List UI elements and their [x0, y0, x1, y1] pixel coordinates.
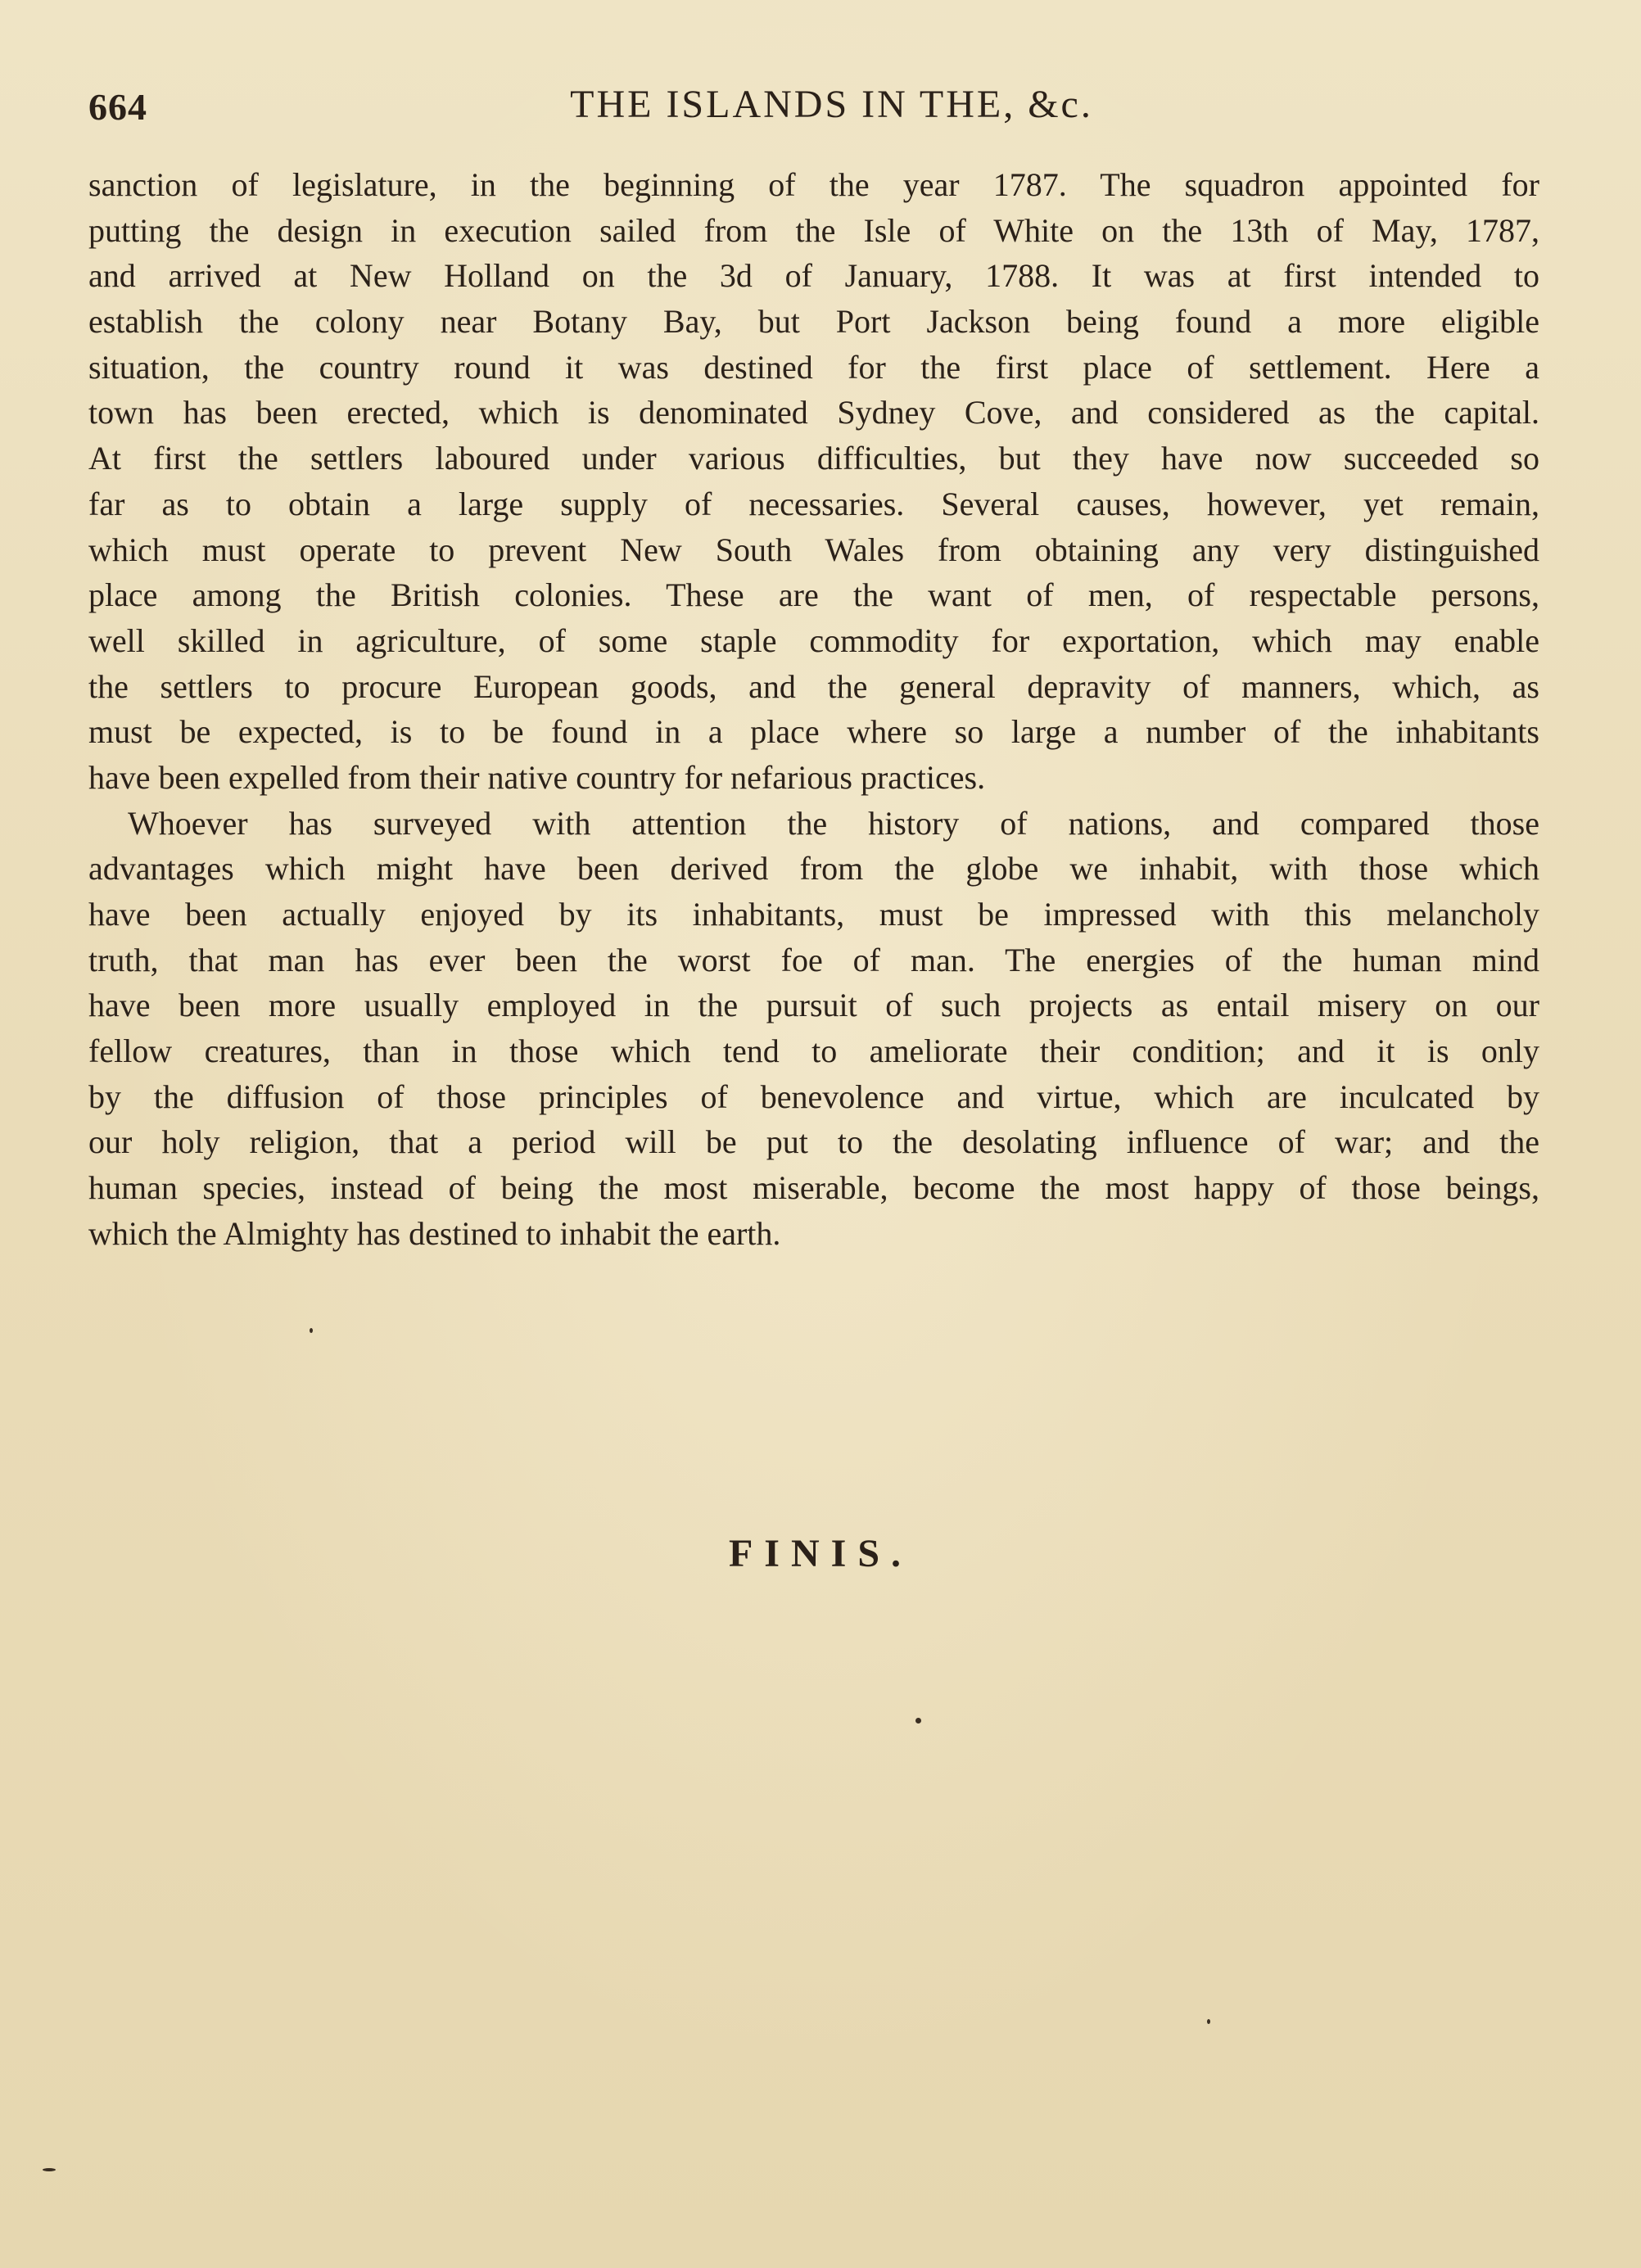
ink-speck — [310, 1328, 313, 1333]
text-line: Whoever has surveyed with attention the history of nations, and compared those — [128, 804, 1539, 842]
text-line: have been expelled from their native country for nefarious practices. — [88, 758, 986, 796]
text-line: have been actually enjoyed by its inhabitants, must be impressed with this melancholy — [88, 896, 1539, 933]
paragraph-1 — [88, 162, 1539, 801]
running-head — [88, 82, 1542, 139]
text-line: the settlers to procure European goods, and the general depravity of manners, which, as — [88, 667, 1539, 705]
text-line: place among the British colonies. These are the want of men, of respectable persons, — [88, 576, 1539, 614]
text-line: truth, that man has ever been the worst foe of man. The energies of the human mind — [88, 941, 1539, 978]
body-text — [88, 162, 1539, 1257]
text-line: by the diffusion of those principles of benevolence and virtue, which are inculcated by — [88, 1078, 1539, 1115]
text-line: establish the colony near Botany Bay, but Port Jackson being found a more eligible — [88, 303, 1539, 341]
text-line: fellow creatures, than in those which tend to ameliorate their condition; and it is only — [88, 1032, 1539, 1070]
ink-speck — [1207, 2019, 1210, 2024]
ink-speck — [43, 2168, 56, 2171]
text-line: sanction of legislature, in the beginning of the year 1787. The squadron appointed for — [88, 166, 1539, 203]
text-line: town has been erected, which is denominated Sydney Cove, and considered as the capital. — [88, 394, 1539, 431]
paragraph-2 — [88, 801, 1539, 1257]
text-line: human species, instead of being the most miserable, become the most happy of those beings, — [88, 1169, 1539, 1207]
finis-mark: FINIS. — [728, 1532, 913, 1575]
text-line: situation, the country round it was destined for the first place of settlement. Here a — [88, 348, 1539, 386]
text-line: have been more usually employed in the pursuit of such projects as entail misery on our — [88, 987, 1539, 1024]
text-line: advantages which might have been derived from the globe we inhabit, with those which — [88, 850, 1539, 888]
text-line: and arrived at New Holland on the 3d of January, 1788. It was at first intended to — [88, 257, 1539, 295]
text-line: well skilled in agriculture, of some staple commodity for exportation, which may enable — [88, 621, 1539, 659]
text-line: our holy religion, that a period will be put to the desolating influence of war; and the — [88, 1123, 1539, 1161]
text-line: putting the design in execution sailed from the Isle of White on the 13th of May, 1787, — [88, 211, 1539, 249]
ink-speck — [915, 1718, 921, 1724]
text-line: which the Almighty has destined to inhabit the earth. — [88, 1214, 781, 1252]
running-title: THE ISLANDS IN THE, &c. — [570, 83, 1093, 126]
text-line: far as to obtain a large supply of necessaries. Several causes, however, yet remain, — [88, 485, 1539, 522]
text-line: must be expected, is to be found in a place where so large a number of the inhabitants — [88, 713, 1539, 751]
page-number: 664 — [88, 86, 147, 128]
text-line: which must operate to prevent New South Wales from obtaining any very distinguished — [88, 531, 1539, 568]
text-line: At first the settlers laboured under various difficulties, but they have now succeeded so — [88, 440, 1539, 477]
